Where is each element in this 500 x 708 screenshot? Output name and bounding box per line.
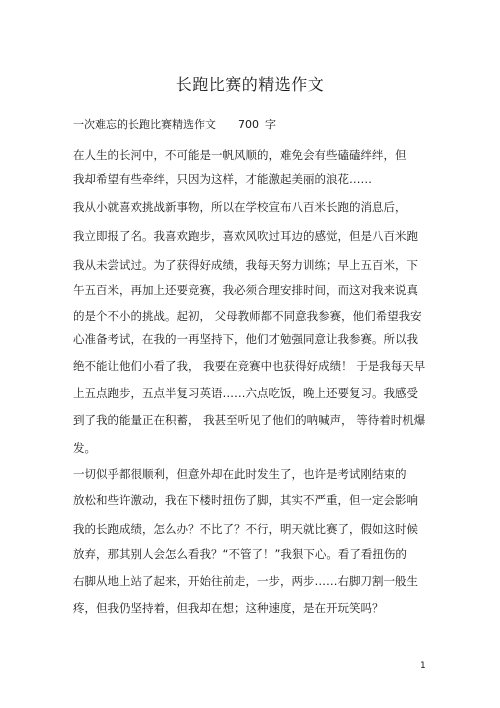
body-line: 发。 [73, 441, 96, 455]
body-line: 我从未尝试过。为了获得好成绩，我每天努力训练；早上五百米，下 [73, 258, 418, 272]
subtitle-text: 一次难忘的长跑比赛精选作文 [73, 118, 216, 131]
body-line: 午五百米，再加上还要竞赛，我必须合理安排时间，而这对我来说真 [73, 283, 418, 297]
body-line: 右脚从地上站了起来，开始往前走，一步，两步……右脚刀割一般生 [73, 574, 418, 588]
body-line: 我立即报了名。我喜欢跑步，喜欢风吹过耳边的感觉，但是八百米跑 [73, 229, 418, 243]
body-line: 疼，但我仍坚持着，但我却在想；这种速度，是在开玩笑吗？ [73, 601, 384, 615]
body-line: 我却希望有些牵绊，只因为这样，才能激起美丽的浪花…… [73, 172, 372, 186]
body-line: 绝不能让他们小看了我， 我要在竞赛中也获得好成绩！ 于是我每天早 [73, 359, 426, 373]
document-subtitle [73, 117, 276, 133]
body-line: 放松和些许激动，我在下楼时扭伤了脚，其实不严重，但一定会影响 [73, 493, 418, 507]
body-line: 上五点跑步，五点半复习英语……六点吃饭，晚上还要复习。我感受 [73, 386, 418, 400]
body-line: 放弃，那其别人会怎么看我？“不管了！”我狠下心。看了看扭伤的 [73, 547, 407, 561]
word-count: 700 [238, 118, 259, 131]
document-title: 长跑比赛的精选作文 [175, 75, 325, 94]
body-line: 的是个不小的挑战。起初， 父母教师都不同意我参赛，他们希望我安 [73, 309, 422, 323]
word-count-unit: 字 [265, 118, 276, 131]
body-line: 我从小就喜欢挑战新事物，所以在学校宣布八百米长跑的消息后， [73, 200, 407, 214]
body-line: 我的长跑成绩，怎么办？不比了？不行，明天就比赛了，假如这时候 [73, 522, 418, 536]
body-line: 心准备考试，在我的一再坚持下，他们才勉强同意让我参赛。所以我 [73, 332, 418, 346]
body-line: 一切似乎都很顺利，但意外却在此时发生了，也许是考试刚结束的 [73, 467, 407, 481]
body-line: 在人生的长河中，不可能是一帆风顺的，难免会有些磕磕绊绊，但 [73, 148, 407, 162]
page-number: 1 [420, 661, 426, 671]
body-line: 到了我的能量正在积蓄， 我甚至听见了他们的呐喊声， 等待着时机爆 [73, 413, 426, 427]
